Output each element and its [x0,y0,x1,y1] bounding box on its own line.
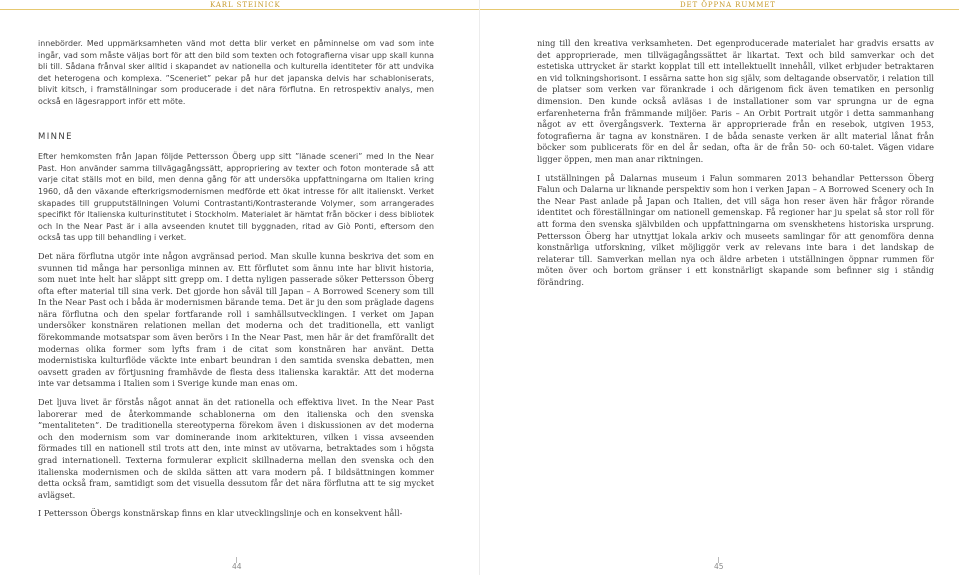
right-text-column [537,38,934,295]
right-page [480,0,959,575]
running-head: DET ÖPPNA RUMMET [680,1,776,9]
running-head: KARL STEINICK [210,1,281,9]
paragraph: innebörder. Med uppmärksamheten vänd mot detta blir verket en påminnelse om vad som inte ingår, vad som måste väljas bort för att den bild som texten och fotografierna visar upp skall kunna bli till. Sådana frånval sker alltid i skapandet av nationella och kulturella identiteter för att undvika det heterogena och komplexa. ”Sceneriet” pekar på hur det japanska delvis har schabloniserats, blivit kitsch, i framställningar som producerade i det nära förflutna. En retrospektiv analys, men också en lägesrapport inför ett möte. [38,39,434,106]
section-heading: MINNE [38,131,73,142]
header-rule [0,9,479,10]
paragraph: I Pettersson Öbergs konstnärskap finns en klar utvecklingslinje och en konsekvent håll- [38,508,403,519]
paragraph: I utställningen på Dalarnas museum i Falun sommaren 2013 behandlar Pettersson Öberg Falun och Dalarna ur liknande perspektiv som hon i verken Japan – A Borrowed Scenery och In the Near Past anlade på Japan och Italien, det vill säga hon reser även här frågor rörande identitet och föreställningar om nationell gemenskap. Få regioner har ju spelat så stor roll för att forma den svenska självbilden och uppfattningarna om svenskhetens historiska ursprung. Pettersson Öberg har utnyttjat lokala arkiv och museets samlingar för att genomföra denna konstnärliga utforskning, vilket möjliggör verk av relevans inte bara i det landskap de relaterar till. Samverkan mellan nya och äldre arbeten i utställningen öppnar rummen för möten över och bortom gränser i ett konstnärligt skapande som befinner sig i ständig förändring. [537,172,934,287]
paragraph: Efter hemkomsten från Japan följde Pettersson Öberg upp sitt ”länade sceneri” med In the Near Past. Hon använder samma tillvägagångssätt, appropriering av texter och foton monterade så att varje citat ställs mot en bild, men denna gång för att undersöka uppfattningarna om Italien kring 1960, då den växande efterkrigsmodernismen medförde ett ökat intresse för allt italienskt. Verket skapades till grupputställningen Volumi Contrastanti/Kontrasterande Volymer, som arrangerades specifikt för Italienska kulturinstitutet i Stockholm. Materialet är hämtat från böcker i dess bibliotek och In the Near Past är i alla avseenden knutet till byggnaden, ritad av Giò Ponti, eftersom den också tas upp till behandling i verket. [38,152,434,243]
page-number: 44 [232,562,242,571]
header-rule [480,9,959,10]
left-page [0,0,479,575]
page-number: 45 [714,562,724,571]
left-text-column [38,38,434,520]
paragraph: Det nära förflutna utgör inte någon avgränsad period. Man skulle kunna beskriva det som en svunnen tid många har personliga minnen av. Ett förflutet som ännu inte har blivit historia, som nuet inte helt har släppt sitt grepp om. I detta nyligen passerade söker Pettersson Öberg ofta efter material till sina verk. Det gjorde hon såväl till Japan – A Borrowed Scenery som till In the Near Past och i båda är modernismen bärande tema. Det är ju den som präglade dagens nära förflutna och den spelar fortfarande roll i samhällsutvecklingen. I verket om Japan undersöker konstnären relationen mellan det moderna och det traditionella, ett vanligt förekommande motsatspar som även berörs i In the Near Past, men här är det framförallt det modernas olika former som lyfts fram i de citat som konstnären har använt. Detta modernistiska kulturflöde väckte inte enbart beundran i den samtida svenska debatten, men oavsett graden av förtjusning framhävde de flesta dess italienska karaktär. Att det moderna inte var detsamma i Italien som i Sverige kunde man enas om. [38,250,434,389]
paragraph: Det ljuva livet är förstås något annat än det rationella och effektiva livet. In the Near Past laborerar med de återkommande schablonerna om den italienska och den svenska ”mentaliteten”. De traditionella stereotyperna förekom även i diskussionen av det moderna och den modernism som var dominerande inom arkitekturen, vilken i vissa avseenden förmades till en nationell stil trots att den, inte minst av utövarna, betraktades som i högsta grad internationell. Texterna formulerar explicit skillnaderna mellan den svenska och den italienska modernismen och de skilda sätten att vara modern på. I bildsättningen kommer detta också fram, samtidigt som det visuella dessutom får det nära förflutna att te sig mycket avlägset. [38,397,434,500]
paragraph: ning till den kreativa verksamheten. Det egenproducerade materialet har gradvis ersatts av det approprierade, men tillvägagångssättet är likartat. Text och bild samverkar och det estetiska uttrycket är starkt kopplat till ett intellektuellt innehåll, vilket erbjuder betraktaren en vid tolkningshorisont. I essärna satte hon sig själv, som deltagande observatör, i relation till de platser som verken var förankrade i och därigenom fick även tematiken en personlig dimension. Den kunde också avläsas i de installationer som var sprungna ur de egna erfarenheterna från främmande miljöer. Paris – An Orbit Portrait utgör i detta sammanhang något av ett övergångsverk. Texterna är approprierade från en resebok, utgiven 1953, fotografierna är tagna av konstnären. I de båda senaste verken är allt material lånat från böcker som publicerats för en del år sedan, ofta är de från 50- och 60-talet. Vägen vidare ligger öppen, men man anar riktningen. [537,38,934,164]
